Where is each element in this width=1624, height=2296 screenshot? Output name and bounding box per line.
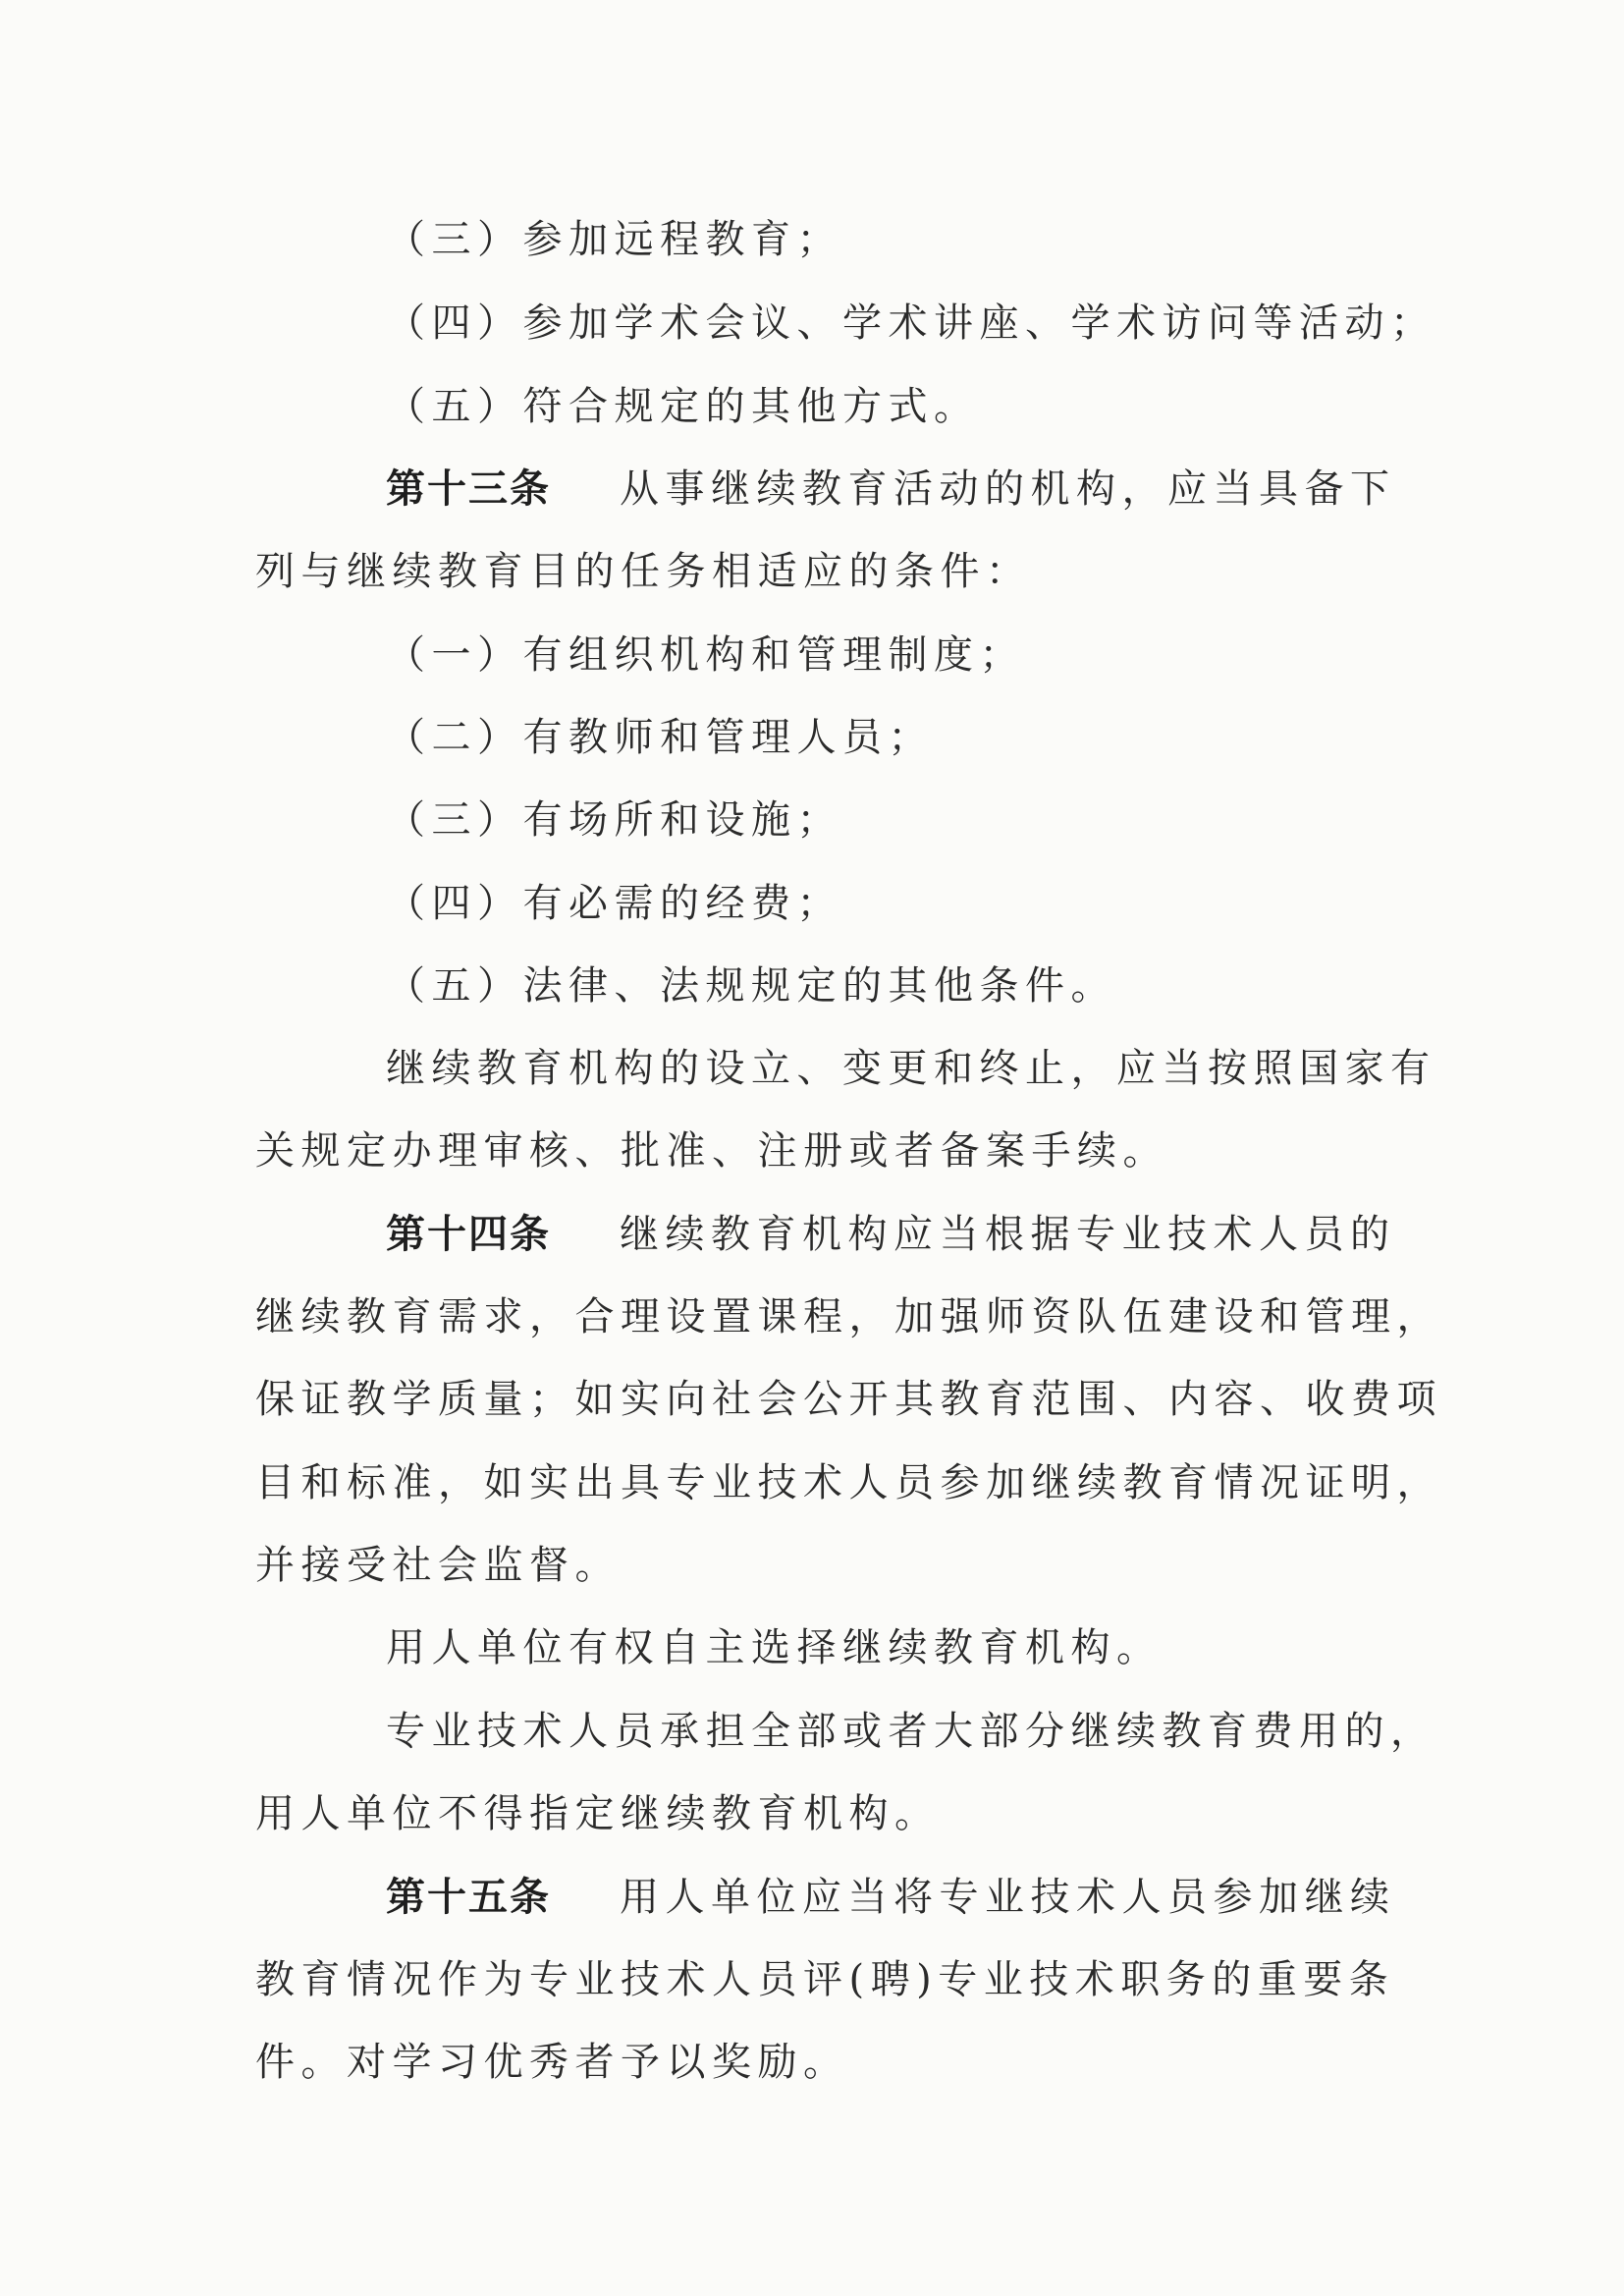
list-item: （五）法律、法规规定的其他条件。 [386,963,1116,1009]
paragraph-line: 列与继续教育目的任务相适应的条件： [255,549,1032,594]
paragraph-line: 用人单位有权自主选择继续教育机构。 [386,1625,1163,1670]
list-item: （一）有组织机构和管理制度； [386,632,1025,678]
paragraph-line: 件。对学习优秀者予以奖励。 [255,2040,849,2085]
article-number: 第十四条 [386,1212,551,1257]
paragraph-line: 并接受社会监督。 [255,1543,621,1588]
paragraph-line: 教育情况作为专业技术人员评(聘)专业技术职务的重要条 [255,1957,1395,2002]
paragraph-line: 关规定办理审核、批准、注册或者备案手续。 [255,1128,1168,1174]
article-number: 第十五条 [386,1875,551,1920]
paragraph-line: 继续教育机构的设立、变更和终止，应当按照国家有 [386,1046,1436,1091]
paragraph-line: 用人单位不得指定继续教育机构。 [255,1791,941,1836]
paragraph-line: 继续教育需求，合理设置课程，加强师资队伍建设和管理， [255,1294,1442,1339]
article-15-paragraph: 第十五条 用人单位应当将专业技术人员参加继续 [386,1875,1396,1920]
list-item: （五）符合规定的其他方式。 [386,384,980,429]
list-item: （四）有必需的经费； [386,881,842,926]
list-item: （四）参加学术会议、学术讲座、学术访问等活动； [386,301,1436,346]
article-13-paragraph: 第十三条 从事继续教育活动的机构，应当具备下 [386,466,1396,512]
list-item: （二）有教师和管理人员； [386,715,934,760]
list-item: （三）参加远程教育； [386,217,842,262]
list-item: （三）有场所和设施； [386,797,842,843]
paragraph-line: 保证教学质量；如实向社会公开其教育范围、内容、收费项 [255,1377,1442,1422]
paragraph-line: 目和标准，如实出具专业技术人员参加继续教育情况证明， [255,1460,1442,1505]
article-number: 第十三条 [386,466,551,512]
article-14-paragraph: 第十四条 继续教育机构应当根据专业技术人员的 [386,1212,1396,1257]
paragraph-line: 专业技术人员承担全部或者大部分继续教育费用的， [386,1709,1436,1754]
